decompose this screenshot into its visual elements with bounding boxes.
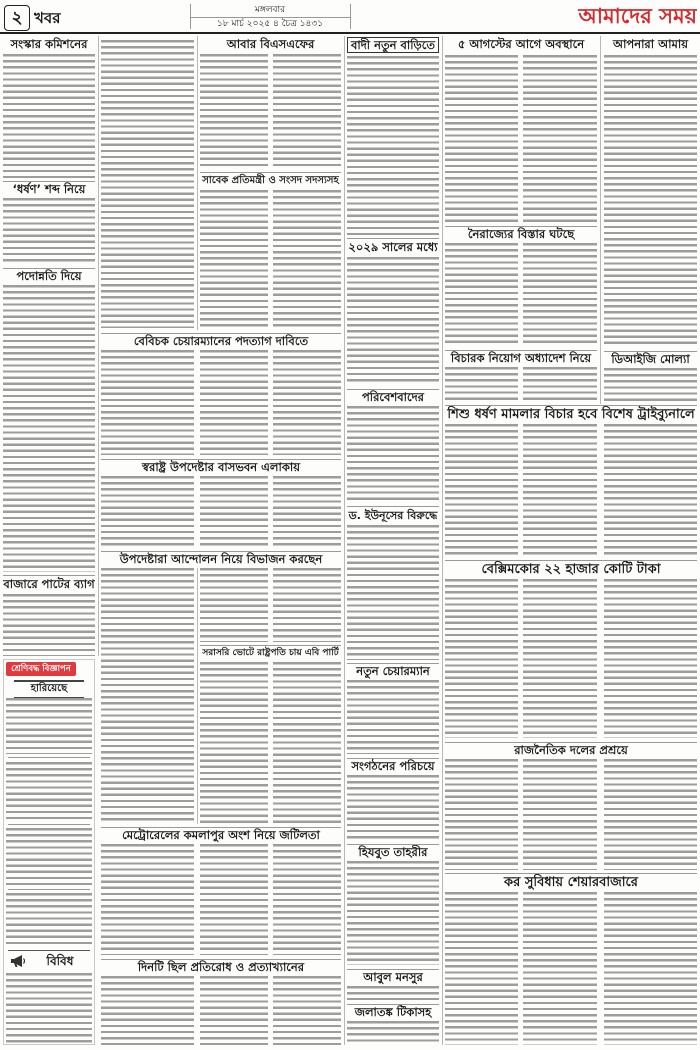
- body-text: [347, 257, 439, 385]
- ad-separator: [8, 950, 90, 951]
- headline-hizbut-tahrir[interactable]: হিযবুত তাহরীর: [347, 844, 439, 860]
- headline-advisers-division[interactable]: উপদেষ্টারা আন্দোলন নিয়ে বিভাজন করছেন: [101, 551, 341, 567]
- body-text: [200, 350, 268, 455]
- column-rule: [197, 36, 198, 330]
- body-text: [445, 892, 518, 1045]
- body-text: [200, 476, 268, 548]
- body-text: [523, 55, 597, 222]
- megaphone-icon: [10, 954, 26, 968]
- headline-jute-bag[interactable]: বাজারে পাটের ব্যাগ: [3, 577, 95, 591]
- body-text: [445, 759, 518, 870]
- body-text: [604, 892, 697, 1045]
- headline-environmentalism[interactable]: পরিবেশবাদের: [347, 389, 439, 405]
- body-text: [273, 190, 341, 328]
- headline-metrorail-kamalapur[interactable]: মেট্রোরেলের কমলাপুর অংশ নিয়ে জটিলতা: [101, 827, 341, 843]
- body-text: [347, 861, 439, 965]
- headline-dig-molla[interactable]: ডিআইজি মোল্যা: [604, 351, 697, 367]
- body-text: [3, 594, 95, 656]
- body-text: [3, 198, 95, 264]
- body-text: [273, 568, 341, 642]
- body-text: [101, 350, 194, 455]
- body-text: [604, 579, 697, 738]
- headline-rape-word[interactable]: ‘ধর্ষণ’ শব্দ নিয়ে: [3, 181, 95, 197]
- header-divider: [350, 4, 351, 29]
- body-text: [523, 759, 597, 870]
- body-text: [6, 828, 92, 886]
- body-text: [101, 476, 194, 548]
- column-rule: [98, 36, 99, 656]
- headline-anarchy-spreading[interactable]: নৈরাজ্যের বিস্তার ঘটছে: [445, 226, 597, 242]
- body-text: [347, 56, 439, 235]
- ad-separator: [8, 824, 90, 825]
- ad-separator: [8, 889, 90, 890]
- headline-reform-commission[interactable]: সংস্কার কমিশনের: [10, 37, 88, 51]
- headline-rabies-vaccine[interactable]: জলাতঙ্ক টিকাসহ: [347, 1004, 439, 1020]
- body-text: [347, 525, 439, 660]
- body-text: [200, 662, 268, 823]
- body-text: [273, 844, 341, 955]
- section-name: খবর: [34, 9, 61, 27]
- headline-by-2029[interactable]: ২০২৯ সালের মধ্যে: [348, 240, 438, 254]
- headline-political-patronage[interactable]: রাজনৈতিক দলের প্রশ্রয়ে: [445, 742, 697, 758]
- body-text: [6, 973, 92, 1043]
- headline-caab-chairman[interactable]: বেবিচক চেয়ারম্যানের পদত্যাগ দাবিতে: [101, 333, 341, 349]
- body-text: [273, 350, 341, 455]
- body-text: [3, 54, 95, 178]
- body-text: [3, 285, 95, 572]
- body-text: [604, 424, 697, 557]
- page-number: ২: [4, 5, 30, 31]
- headline-new-chairman[interactable]: নতুন চেয়ারম্যান: [347, 663, 439, 679]
- column-rule: [442, 36, 443, 1045]
- body-text: [273, 662, 341, 823]
- weekday: মঙ্গলবার: [254, 5, 286, 15]
- headline-you-to-me[interactable]: আপনারা আমায়: [613, 37, 688, 51]
- headline-abul-monsur[interactable]: আবুল মনসুর: [347, 969, 439, 985]
- body-text: [273, 476, 341, 548]
- headline-beximco-22000-crore[interactable]: বেক্সিমকোর ২২ হাজার কোটি টাকা: [445, 560, 697, 578]
- body-text: [101, 976, 194, 1045]
- body-text: [200, 844, 268, 955]
- classified-title: শ্রেণিবদ্ধ বিজ্ঞাপন: [6, 662, 76, 676]
- body-text: [523, 367, 597, 402]
- body-text: [445, 367, 518, 402]
- headline-judge-appointment[interactable]: বিচারক নিয়োগ অধ্যাদেশ নিয়ে: [445, 350, 597, 366]
- headline-day-of-resistance[interactable]: দিনটি ছিল প্রতিরোধ ও প্রত্যাখ্যানের: [101, 959, 341, 975]
- body-text: [445, 243, 518, 346]
- headline-tax-benefit-share-market[interactable]: কর সুবিধায় শেয়ারবাজারে: [445, 873, 697, 891]
- ad-separator: [8, 757, 90, 758]
- body-text: [445, 424, 518, 557]
- headline-against-yunus[interactable]: ড. ইউনূসের বিরুদ্ধে: [347, 506, 439, 524]
- body-text: [347, 680, 439, 754]
- headline-former-state-minister[interactable]: সাবেক প্রতিমন্ত্রী ও সংসদ সদস্যসহ: [200, 172, 341, 188]
- column-rule: [197, 568, 198, 824]
- misc-heading: বিবিধ: [46, 954, 74, 968]
- body-text: [101, 568, 194, 823]
- body-text: [200, 190, 268, 328]
- newspaper-logo: আমাদের সময়: [578, 4, 697, 28]
- body-text: [347, 406, 439, 503]
- body-text: [347, 986, 439, 1000]
- body-text: [200, 568, 268, 642]
- body-text: [604, 368, 697, 402]
- body-text: [200, 54, 268, 168]
- body-text: [101, 40, 194, 328]
- headline-before-august-5[interactable]: ৫ আগস্টের আগে অবস্থানে: [457, 37, 585, 51]
- body-text: [523, 243, 597, 346]
- body-text: [347, 775, 439, 840]
- headline-organization-identity[interactable]: সংগঠনের পরিচয়ে: [347, 758, 439, 774]
- issue-date: ১৮ মার্চ ২০২৫ ৪ চৈত্র ১৪৩১: [190, 17, 350, 30]
- body-text: [6, 762, 92, 822]
- lost-heading: হারিয়েছে: [14, 680, 84, 699]
- body-text: [604, 55, 697, 347]
- headline-child-rape-tribunal[interactable]: শিশু ধর্ষণ মামলার বিচার হবে বিশেষ ট্রাইব্যুনালে: [445, 405, 697, 423]
- body-text: [6, 698, 92, 754]
- body-text: [273, 976, 341, 1045]
- body-text: [523, 892, 597, 1045]
- body-text: [273, 54, 341, 168]
- column-rule: [344, 36, 345, 1045]
- body-text: [347, 1021, 439, 1045]
- headline-ab-party-president[interactable]: সরাসরি ভোটে রাষ্ট্রপতি চায় এবি পার্টি: [200, 645, 341, 661]
- body-text: [200, 976, 268, 1045]
- body-text: [445, 579, 518, 738]
- column-rule: [600, 36, 601, 404]
- headline-bsf-again[interactable]: আবার বিএসএফের: [226, 37, 315, 51]
- body-text: [6, 893, 92, 947]
- header-rule: [0, 32, 700, 34]
- body-text: [604, 759, 697, 870]
- body-text: [445, 55, 518, 222]
- headline-home-adviser-residence[interactable]: স্বরাষ্ট্র উপদেষ্টার বাসভবন এলাকায়: [101, 459, 341, 475]
- body-text: [101, 844, 194, 955]
- body-text: [523, 579, 597, 738]
- headline-with-promotion[interactable]: পদোন্নতি দিয়ে: [3, 268, 95, 284]
- headline-plaintiff-new-house[interactable]: বাদী নতুন বাড়িতে: [347, 37, 439, 53]
- body-text: [523, 424, 597, 557]
